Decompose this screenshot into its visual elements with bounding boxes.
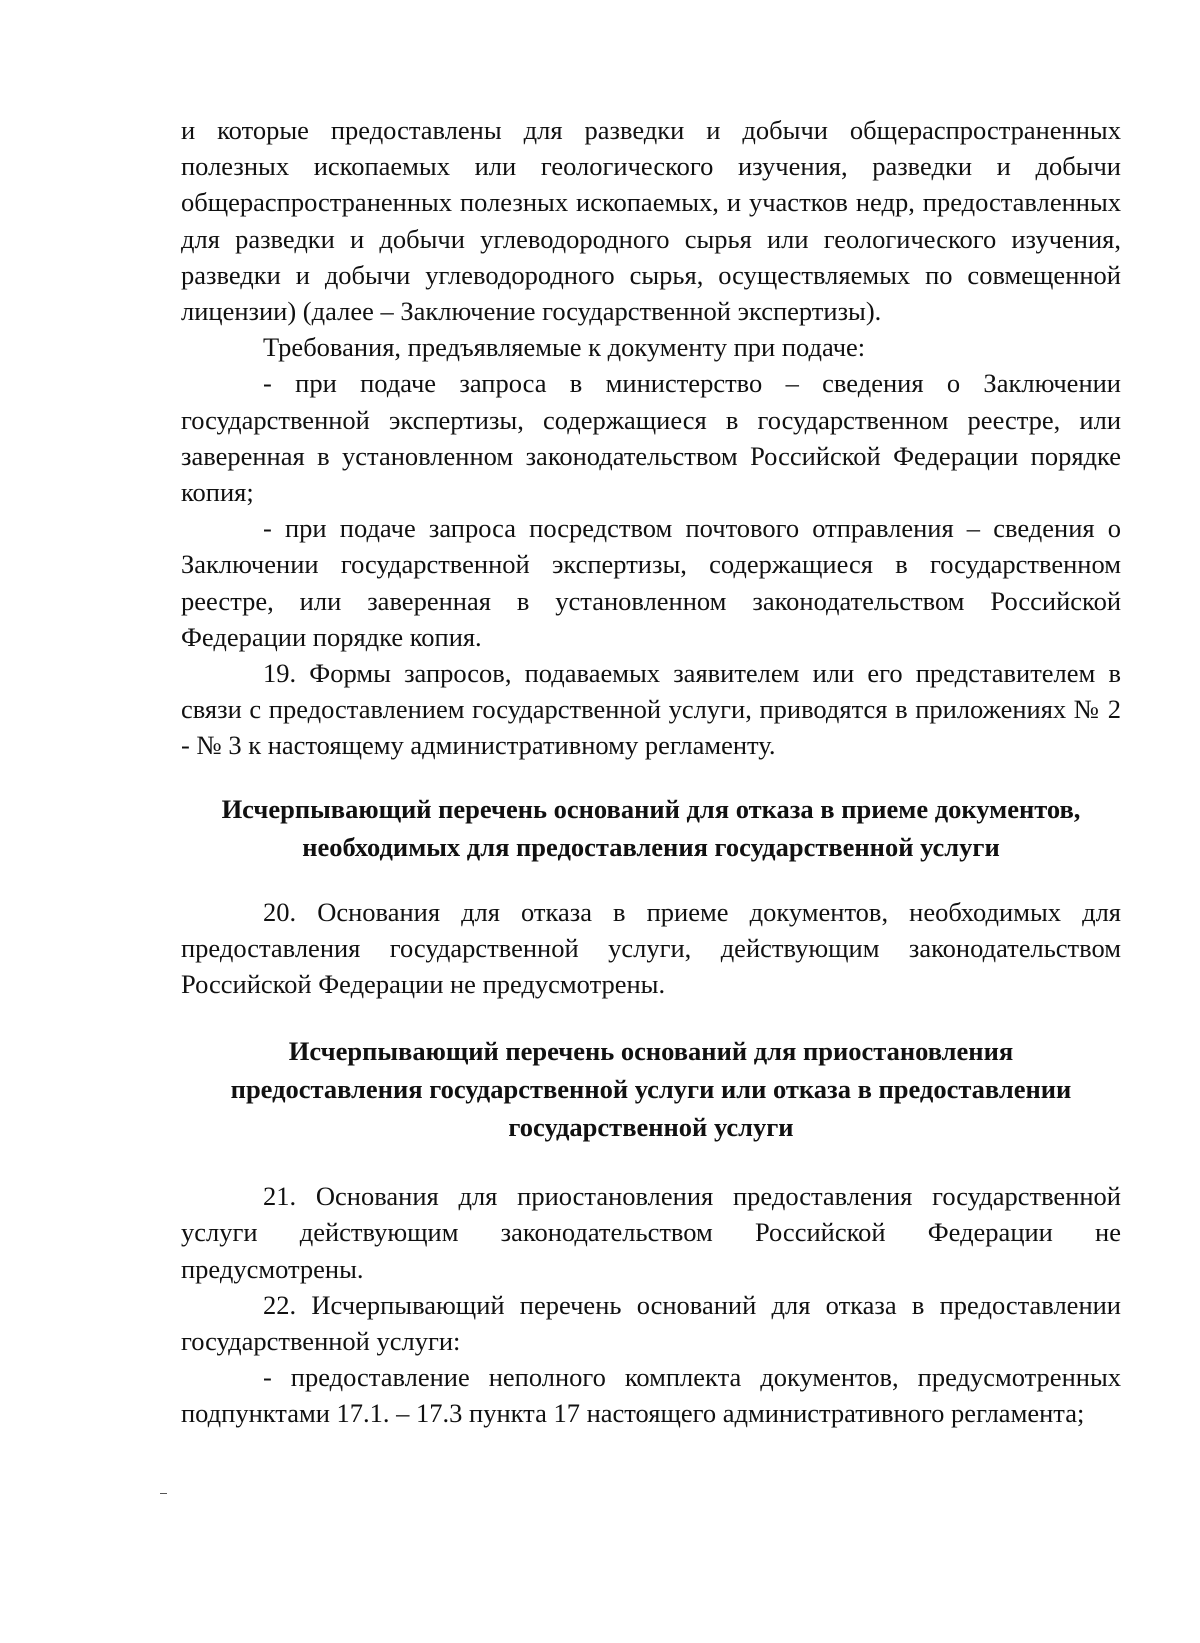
spacer — [181, 764, 1121, 790]
section-heading-suspension-line-2: предоставления государственной услуги или отказа в предоставлении — [230, 1074, 1072, 1105]
spacer — [181, 1002, 1121, 1032]
spacer — [181, 1146, 1121, 1178]
section-heading-suspension-line-3: государственной услуги — [508, 1112, 794, 1143]
document-body — [181, 112, 1121, 1432]
paragraph-incomplete-documents: - предоставление неполного комплекта документов, предусмотренных подпунктами 17.1. – 17.3 пункта 17 настоящего административного регламента; — [181, 1362, 1121, 1429]
paragraph-requirements-intro: Требования, предъявляемые к документу при подаче: — [263, 332, 866, 363]
margin-mark — [160, 1493, 167, 1494]
paragraph-postal-request: - при подаче запроса посредством почтового отправления – сведения о Заключении государственной экспертизы, содержащиеся в государственном реестре, или заверенная в установленном законодательством Российской Федерации порядке копия. — [181, 513, 1121, 652]
paragraph-continuation: и которые предоставлены для разведки и добычи общераспространенных полезных ископаемых или геологического изучения, разведки и добычи общераспространенных полезных ископаемых, и участков недр, предоставленных для разведки и добычи углеводородного сырья или геологического изучения, разведки и добычи углеводородного сырья, осуществляемых по совмещенной лицензии) (далее – Заключение государственной экспертизы). — [181, 115, 1121, 327]
section-heading-suspension-line-1: Исчерпывающий перечень оснований для приостановления — [288, 1036, 1014, 1067]
section-heading-refusal-line-2: необходимых для предоставления государственной услуги — [302, 831, 1000, 862]
paragraph-item-20: 20. Основания для отказа в приеме документов, необходимых для предоставления государственной услуги, действующим законодательством Российской Федерации не предусмотрены. — [181, 896, 1121, 1000]
paragraph-ministry-request: - при подаче запроса в министерство – сведения о Заключении государственной экспертизы, содержащиеся в государственном реестре, или заверенная в установленном законодательством Российской Федерации порядке копия; — [181, 368, 1121, 508]
spacer — [181, 866, 1121, 894]
paragraph-item-19: 19. Формы запросов, подаваемых заявителем или его представителем в связи с предоставлением государственной услуги, приводятся в приложениях № 2 - № 3 к настоящему административному регламенту. — [181, 658, 1121, 761]
paragraph-item-22: 22. Исчерпывающий перечень оснований для отказа в предоставлении государственной услуги: — [181, 1289, 1121, 1357]
paragraph-item-21: 21. Основания для приостановления предоставления государственной услуги действующим законодательством Российской Федерации не предусмотрены. — [181, 1181, 1121, 1284]
section-heading-refusal-line-1: Исчерпывающий перечень оснований для отказа в приеме документов, — [221, 793, 1081, 824]
